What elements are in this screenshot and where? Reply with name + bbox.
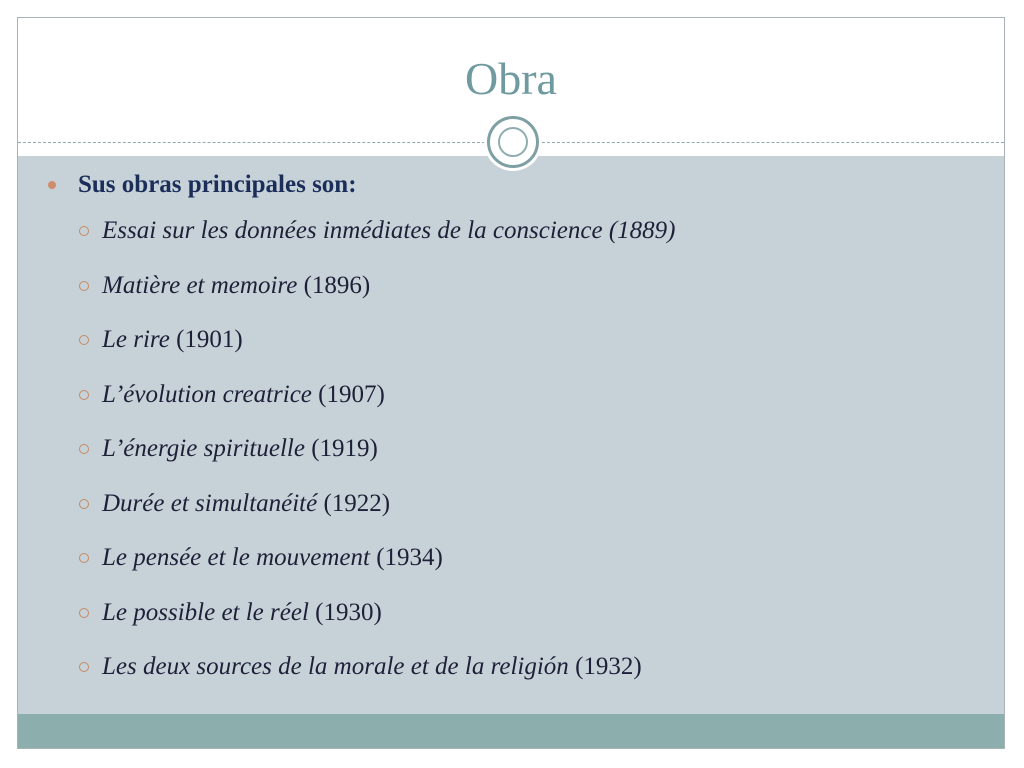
hollow-circle-icon: [79, 335, 89, 345]
slide-title: Obra: [465, 53, 557, 104]
work-year: (1919): [304, 435, 378, 463]
hollow-circle-icon: [79, 390, 89, 400]
work-entry: [102, 326, 243, 354]
hollow-circle-icon: [79, 662, 89, 672]
work-title: Les deux sources de la morale et de la religión: [102, 653, 569, 681]
work-title: Le possible et le réel: [102, 598, 309, 626]
double-ring-icon: [487, 116, 539, 168]
work-year: (1930): [308, 598, 382, 626]
list-item: [46, 531, 986, 586]
hollow-circle-icon: [79, 281, 89, 291]
work-title: L’évolution creatrice: [102, 380, 312, 408]
work-year: (1901): [169, 326, 243, 354]
work-title: Durée et simultanéité: [102, 489, 318, 517]
work-entry: [102, 490, 390, 518]
work-year: (1934): [369, 544, 443, 572]
list-item: [46, 422, 986, 477]
hollow-circle-icon: [79, 499, 89, 509]
hollow-circle-icon: [79, 226, 89, 236]
list-item: [46, 640, 986, 695]
footer-bar: [18, 714, 1004, 748]
main-bullet-item: [46, 166, 986, 204]
list-item: [46, 259, 986, 314]
work-entry: [102, 544, 443, 572]
list-item: [46, 313, 986, 368]
work-title: Le rire: [102, 326, 170, 354]
work-title: Matière et memoire: [102, 271, 298, 299]
work-title: L’énergie spirituelle: [102, 435, 305, 463]
filled-dot-icon: [48, 181, 56, 189]
work-entry: [102, 653, 642, 681]
main-bullet-label: Sus obras principales son:: [78, 171, 357, 198]
hollow-circle-icon: [79, 553, 89, 563]
list-item: [46, 368, 986, 423]
hollow-circle-icon: [79, 608, 89, 618]
works-list: [46, 166, 986, 695]
slide-frame: [17, 17, 1005, 749]
work-entry: [102, 435, 378, 463]
work-title: Le pensée et le mouvement: [102, 544, 370, 572]
work-year: (1896): [297, 271, 371, 299]
work-year: (1932): [568, 653, 642, 681]
work-entry: [102, 381, 385, 409]
work-entry: [102, 599, 382, 627]
list-item: [46, 586, 986, 641]
work-entry: [102, 272, 370, 300]
list-item: [46, 477, 986, 532]
work-year: (1922): [317, 489, 391, 517]
work-title: Essai sur les données inmédiates de la conscience (1889): [102, 217, 676, 245]
inner-ring-icon: [498, 127, 528, 157]
hollow-circle-icon: [79, 444, 89, 454]
list-item: [46, 204, 986, 259]
work-entry: [102, 217, 676, 245]
work-year: (1907): [311, 380, 385, 408]
